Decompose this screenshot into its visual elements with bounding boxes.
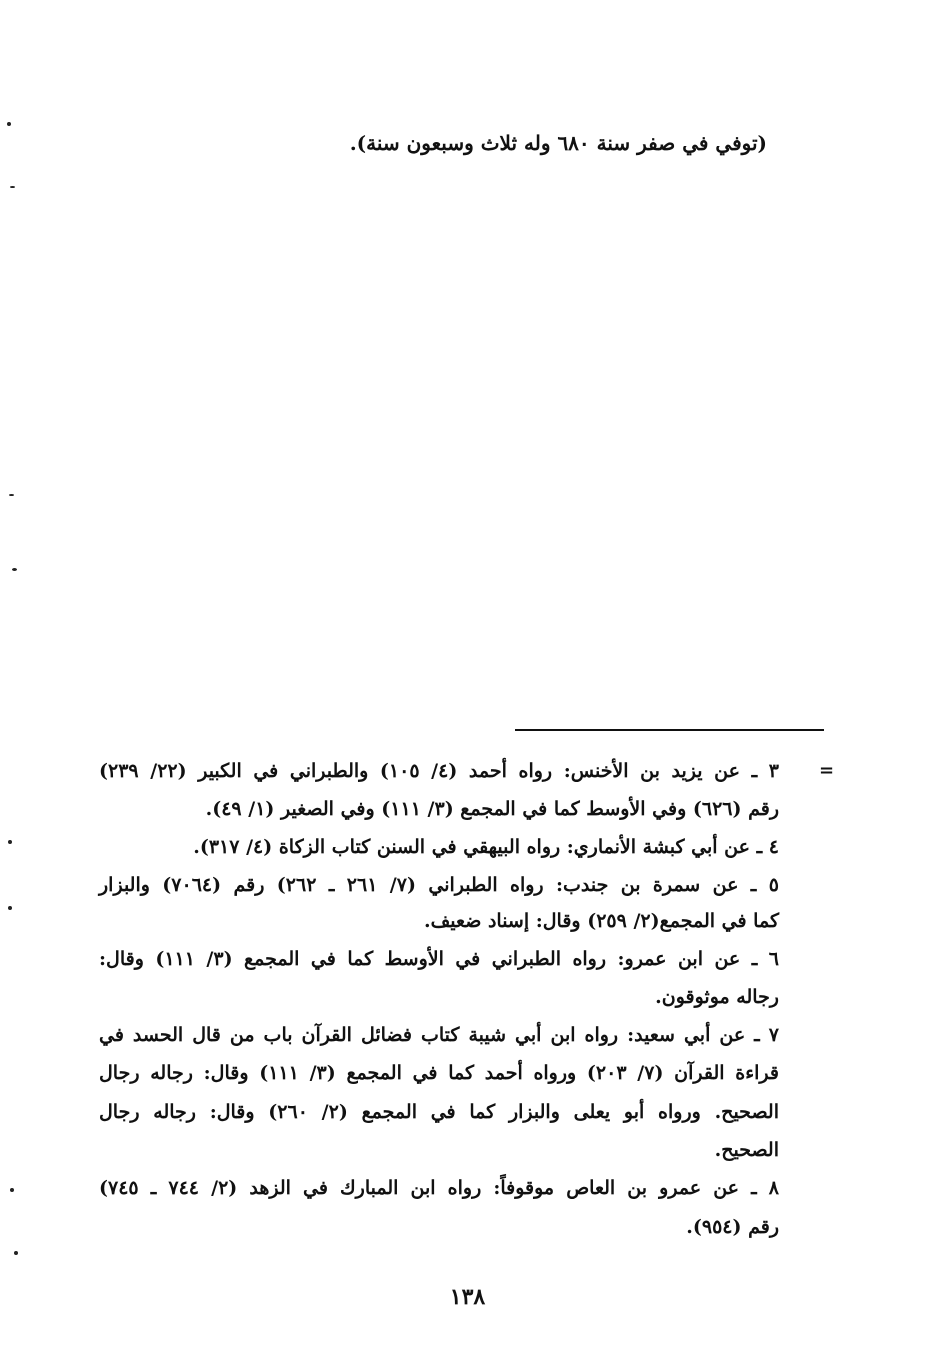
scan-speck bbox=[12, 568, 17, 571]
footnote-line: رجاله موثوقون. bbox=[655, 986, 779, 1008]
footnote-line: الصحيح. ورواه أبو يعلى والبزار كما في المجمع (٢/ ٢٦٠) وقال: رجاله رجال bbox=[99, 1101, 779, 1123]
footnote-line: ٧ ـ عن أبي سعيد: رواه ابن أبي شيبة كتاب فضائل القرآن باب من قال الحسد في bbox=[99, 1024, 779, 1046]
footnote-separator bbox=[515, 729, 824, 731]
scan-speck bbox=[8, 840, 12, 844]
scan-speck bbox=[7, 122, 11, 126]
footnote-line: ٥ ـ عن سمرة بن جندب: رواه الطبراني (٧/ ٢٦١ ـ ٢٦٢) رقم (٧٠٦٤) والبزار bbox=[99, 874, 779, 896]
scan-speck bbox=[10, 1188, 14, 1192]
page-number: ١٣٨ bbox=[449, 1284, 486, 1310]
footnote-continuation-mark: = bbox=[819, 760, 835, 781]
footnote-line: ٤ ـ عن أبي كبشة الأنماري: رواه البيهقي في السنن كتاب الزكاة (٤/ ٣١٧). bbox=[193, 836, 779, 858]
footnote-line: رقم (٦٢٦) وفي الأوسط كما في المجمع (٣/ ١١١) وفي الصغير (١/ ٤٩). bbox=[205, 798, 779, 820]
scan-speck bbox=[14, 1251, 18, 1255]
footnote-line: ٨ ـ عن عمرو بن العاص موقوفاً: رواه ابن المبارك في الزهد (٢/ ٧٤٤ ـ ٧٤٥) bbox=[99, 1177, 779, 1199]
footnote-line: رقم (٩٥٤). bbox=[686, 1216, 779, 1238]
scan-speck bbox=[9, 494, 14, 496]
body-text: (توفي في صفر سنة ٦٨٠ وله ثلاث وسبعون سنة). bbox=[349, 131, 767, 155]
scan-speck bbox=[8, 906, 12, 910]
footnote-line: قراءة القرآن (٧/ ٢٠٣) ورواه أحمد كما في المجمع (٣/ ١١١) وقال: رجاله رجال bbox=[99, 1062, 779, 1084]
footnote-line: كما في المجمع(٢/ ٢٥٩) وقال: إسناد ضعيف. bbox=[424, 910, 779, 932]
footnote-line: الصحيح. bbox=[714, 1139, 779, 1161]
footnote-line: ٦ ـ عن ابن عمرو: رواه الطبراني في الأوسط كما في المجمع (٣/ ١١١) وقال: bbox=[99, 948, 779, 970]
scan-speck bbox=[10, 186, 15, 188]
footnote-line: ٣ ـ عن يزيد بن الأخنس: رواه أحمد (٤/ ١٠٥) والطبراني في الكبير (٢٢/ ٢٣٩) bbox=[99, 760, 779, 782]
